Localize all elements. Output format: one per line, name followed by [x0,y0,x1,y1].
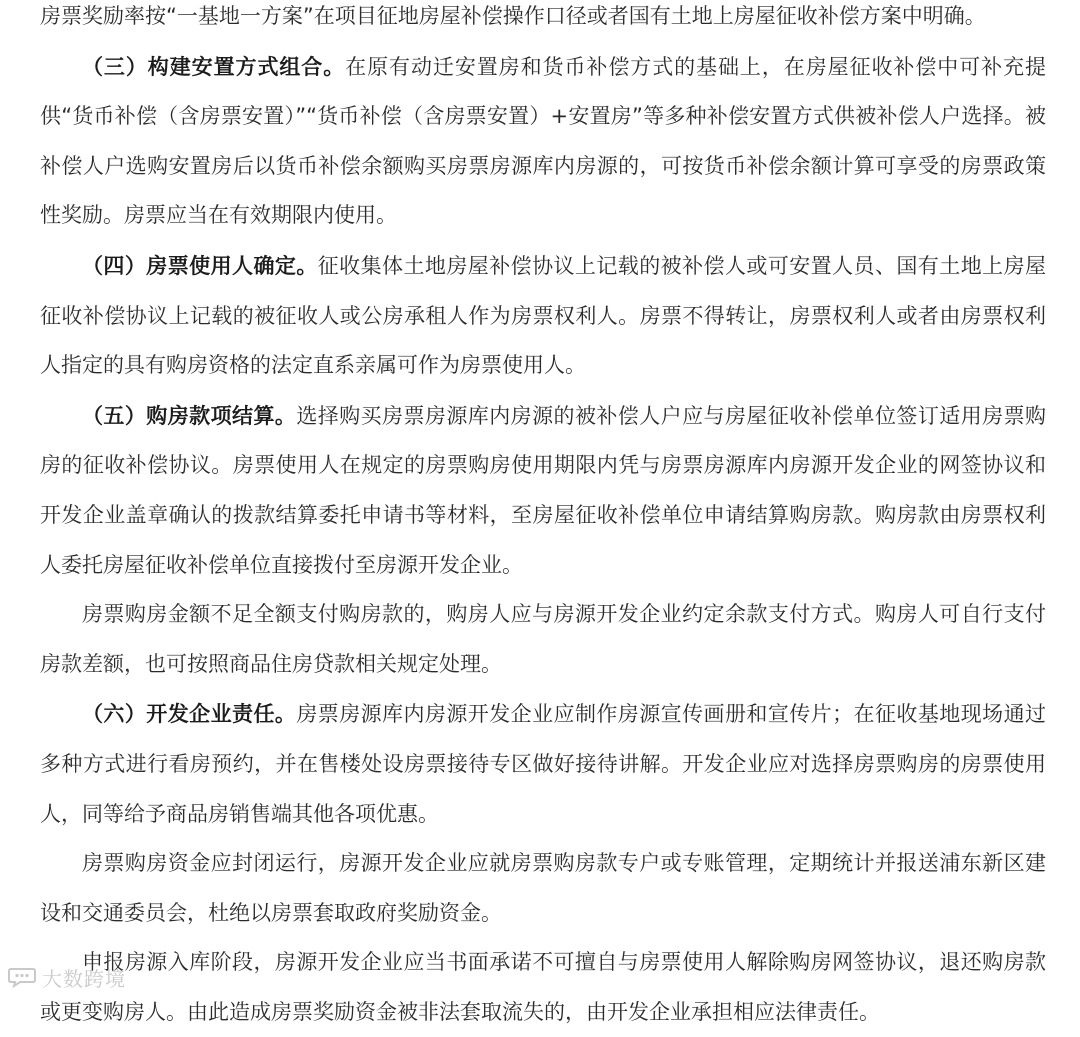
paragraph-text: 房票购房金额不足全额支付购房款的，购房人应与房源开发企业约定余款支付方式。购房人可自行支付房款差额，也可按照商品住房贷款相关规定处理。 [40,602,1046,676]
document-body [40,0,1046,1037]
paragraph-text: 房票奖励率按“一基地一方案”在项目征地房屋补偿操作口径或者国有土地上房屋征收补偿方案中明确。 [40,4,986,28]
paragraph-text: 征收集体土地房屋补偿协议上记载的被补偿人或可安置人员、国有土地上房屋征收补偿协议上记载的被征收人或公房承租人作为房票权利人。房票不得转让，房票权利人或者由房票权利人指定的具有购房资格的法定直系亲属可作为房票使用人。 [40,253,1046,378]
watermark-text: 大数跨境 [42,966,126,991]
section-heading: （四）房票使用人确定。 [82,252,318,278]
section-heading: （六）开发企业责任。 [82,701,297,727]
paragraph-8 [40,938,1046,1037]
watermark [8,962,126,992]
paragraph-7 [40,839,1046,938]
paragraph-2 [40,42,1046,241]
paragraph-text: 房票房源库内房源开发企业应制作房源宣传画册和宣传片；在征收基地现场通过多种方式进行看房预约，并在售楼处设房票接待专区做好接待讲解。开发企业应对选择房票购房的房票使用人，同等给予商品房销售端其他各项优惠。 [40,702,1047,826]
section-heading: （三）构建安置方式组合。 [82,53,346,79]
paragraph-text: 在原有动迁安置房和货币补偿方式的基础上，在房屋征收补偿中可补充提供“货币补偿（含房票安置）”“货币补偿（含房票安置）+安置房”等多种补偿安置方式供被补偿人户选择。被补偿人户选购安置房后以货币补偿余额购买房票房源库内房源的，可按货币补偿余额计算可享受的房票政策性奖励。房票应当在有效期限内使用。 [40,54,1047,228]
paragraph-text: 房票购房资金应封闭运行，房源开发企业应就房票购房款专户或专账管理，定期统计并报送浦东新区建设和交通委员会，杜绝以房票套取政府奖励资金。 [40,851,1046,925]
paragraph-3 [40,241,1046,391]
paragraph-6 [40,689,1046,839]
chat-bubble-icon [8,966,36,988]
paragraph-1 [40,0,1046,42]
section-heading: （五）购房款项结算。 [82,402,297,428]
paragraph-text: 申报房源入库阶段，房源开发企业应当书面承诺不可擅自与房票使用人解除购房网签协议，退还购房款或更变购房人。由此造成房票奖励资金被非法套取流失的，由开发企业承担相应法律责任。 [40,950,1046,1024]
paragraph-4 [40,391,1046,590]
paragraph-5 [40,590,1046,689]
paragraph-text: 选择购买房票房源库内房源的被补偿人户应与房屋征收补偿单位签订适用房票购房的征收补偿协议。房票使用人在规定的房票购房使用期限内凭与房票房源库内房源开发企业的网签协议和开发企业盖章确认的拨款结算委托申请书等材料，至房屋征收补偿单位申请结算购房款。购房款由房票权利人委托房屋征收补偿单位直接拨付至房源开发企业。 [40,403,1047,577]
